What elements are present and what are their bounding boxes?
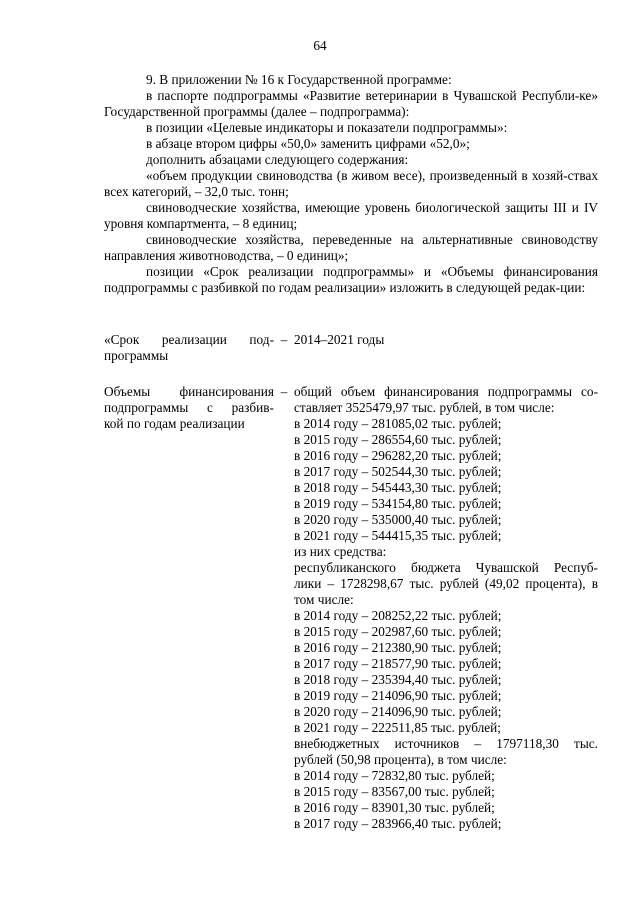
republic-year-line: в 2018 году – 235394,40 тыс. рублей; [294, 672, 502, 687]
financing-label-line: Объемы финансирования [104, 384, 274, 399]
paragraph: в абзаце втором цифры «50,0» заменить цифрами «52,0»; [146, 136, 470, 151]
financing-label-line: подпрограммы с разбив- [104, 400, 274, 415]
paragraph: в паспорте подпрограммы «Развитие ветеринарии в Чувашской Республи-ке» Государственной программы (далее – подпрограмма): [104, 88, 598, 119]
financing-dash: – [280, 384, 288, 399]
total-year-line: в 2015 году – 286554,60 тыс. рублей; [294, 432, 502, 447]
extra-year-line: в 2016 году – 83901,30 тыс. рублей; [294, 800, 495, 815]
republic-year-line: в 2017 году – 218577,90 тыс. рублей; [294, 656, 502, 671]
total-year-line: в 2016 году – 296282,20 тыс. рублей; [294, 448, 502, 463]
republic-year-line: в 2014 году – 208252,22 тыс. рублей; [294, 608, 502, 623]
paragraph: свиноводческие хозяйства, переведенные на альтернативные свиноводству направления животноводства, – 0 единиц»; [104, 232, 598, 263]
of-them-line: из них средства: [294, 544, 387, 559]
republic-year-line: в 2016 году – 212380,90 тыс. рублей; [294, 640, 502, 655]
total-line: ставляет 3525479,97 тыс. рублей, в том числе: [294, 400, 555, 415]
republic-year-line: в 2015 году – 202987,60 тыс. рублей; [294, 624, 502, 639]
term-dash: – [280, 332, 288, 347]
total-year-line: в 2014 году – 281085,02 тыс. рублей; [294, 416, 502, 431]
paragraph: 9. В приложении № 16 к Государственной программе: [146, 72, 452, 87]
republic-year-line: в 2019 году – 214096,90 тыс. рублей; [294, 688, 502, 703]
total-year-line: в 2020 году – 535000,40 тыс. рублей; [294, 512, 502, 527]
paragraph: позиции «Срок реализации подпрограммы» и «Объемы финансирования подпрограммы с разбивкой по годам реализации» изложить в следующей редак-ции: [104, 264, 598, 295]
extra-line: внебюджетных источников – 1797118,30 тыс. [294, 736, 598, 751]
total-year-line: в 2017 году – 502544,30 тыс. рублей; [294, 464, 502, 479]
total-year-line: в 2019 году – 534154,80 тыс. рублей; [294, 496, 502, 511]
financing-label [104, 384, 274, 832]
amendment-text [104, 72, 598, 296]
republic-year-line: в 2021 году – 222511,85 тыс. рублей; [294, 720, 501, 735]
paragraph: в позиции «Целевые индикаторы и показатели подпрограммы»: [146, 120, 508, 135]
republic-year-line: в 2020 году – 214096,90 тыс. рублей; [294, 704, 502, 719]
extra-year-line: в 2015 году – 83567,00 тыс. рублей; [294, 784, 495, 799]
extra-year-line: в 2014 году – 72832,80 тыс. рублей; [294, 768, 495, 783]
republic-line: республиканского бюджета Чувашской Респуб- [294, 560, 598, 575]
paragraph: свиноводческие хозяйства, имеющие уровень биологической защиты III и IV уровня компартмента, – 8 единиц; [104, 200, 598, 231]
total-year-line: в 2018 году – 545443,30 тыс. рублей; [294, 480, 502, 495]
financing-label-line: кой по годам реализации [104, 416, 245, 431]
extra-line: рублей (50,98 процента), в том числе: [294, 752, 507, 767]
term-value: 2014–2021 годы [294, 332, 385, 347]
page-number: 64 [313, 38, 327, 53]
total-year-line: в 2021 году – 544415,35 тыс. рублей; [294, 528, 502, 543]
republic-line: лики – 1728298,67 тыс. рублей (49,02 процента), в [294, 576, 598, 591]
paragraph: дополнить абзацами следующего содержания: [146, 152, 409, 167]
passport-financing-row [104, 384, 598, 832]
total-line: общий объем финансирования подпрограммы со- [294, 384, 598, 399]
paragraph: «объем продукции свиноводства (в живом весе), произведенный в хозяй-ствах всех категорий, – 32,0 тыс. тонн; [104, 168, 598, 199]
financing-value [294, 384, 598, 832]
extra-year-line: в 2017 году – 283966,40 тыс. рублей; [294, 816, 502, 831]
term-label-line: «Срок реализации под- [104, 332, 274, 347]
term-label-line: программы [104, 348, 169, 363]
republic-line: том числе: [294, 592, 354, 607]
passport-term-row [104, 332, 598, 364]
